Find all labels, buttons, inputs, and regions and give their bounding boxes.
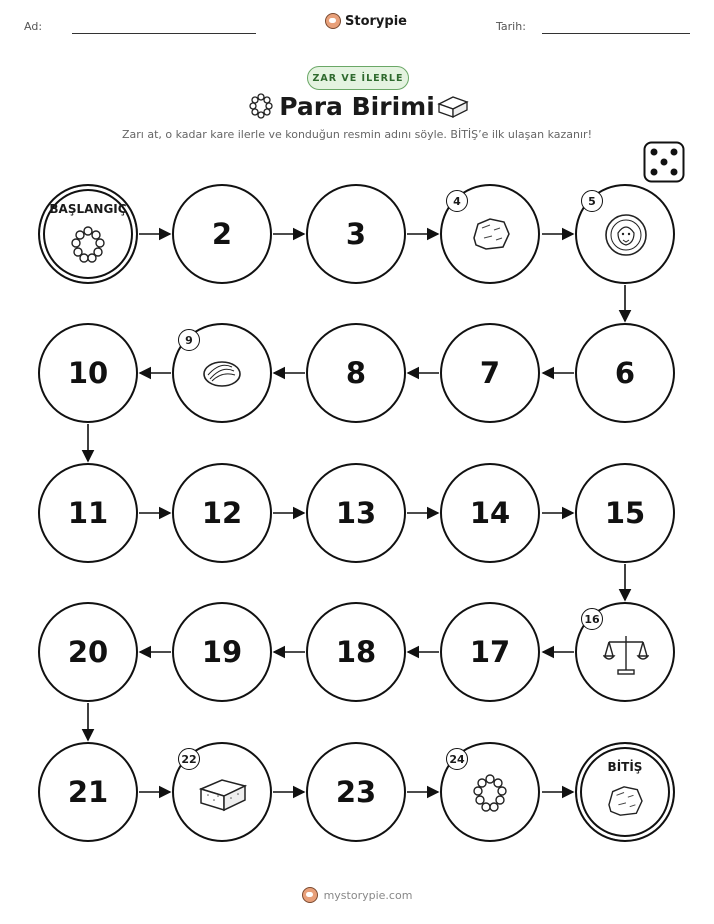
start-label: BAŞLANGIÇ — [49, 202, 127, 216]
cell-number: 14 — [469, 496, 511, 530]
gold-nugget-icon — [605, 784, 645, 822]
cell-8 — [306, 323, 406, 423]
brand-name: Storypie — [345, 13, 407, 29]
instructions: Zarı at, o kadar kare ilerle ve konduğun resmin adını söyle. BİTİŞ’e ilk ulaşan kazanır! — [122, 128, 592, 141]
footer — [0, 887, 714, 903]
cell-15 — [575, 463, 675, 563]
cell-number: 23 — [335, 775, 377, 809]
mascot-icon — [302, 887, 318, 903]
footer-url[interactable]: mystorypie.com — [323, 888, 413, 902]
shell-icon — [202, 359, 242, 393]
date-label: Tarih: — [496, 20, 526, 33]
cell-number: 15 — [604, 496, 646, 530]
cell-finish — [575, 742, 675, 842]
cell-number: 17 — [469, 635, 511, 669]
cell-number: 3 — [345, 217, 367, 251]
game-type-badge: ZAR VE İLERLE — [307, 66, 409, 90]
cell-9 — [172, 323, 272, 423]
cell-4 — [440, 184, 540, 284]
cell-6 — [575, 323, 675, 423]
cell-19 — [172, 602, 272, 702]
cell-number-badge: 24 — [446, 748, 468, 770]
cell-number-badge: 16 — [581, 608, 603, 630]
cell-11 — [38, 463, 138, 563]
cell-number: 6 — [614, 356, 636, 390]
cell-number-badge: 22 — [178, 748, 200, 770]
cell-number: 21 — [67, 775, 109, 809]
cell-3 — [306, 184, 406, 284]
cell-number: 20 — [67, 635, 109, 669]
cell-2 — [172, 184, 272, 284]
salt-block-icon — [198, 774, 248, 818]
cell-24 — [440, 742, 540, 842]
name-label: Ad: — [24, 20, 43, 33]
cell-number-badge: 5 — [581, 190, 603, 212]
cell-number: 18 — [335, 635, 377, 669]
cell-16 — [575, 602, 675, 702]
bead-necklace-icon — [70, 226, 106, 268]
cell-start — [38, 184, 138, 284]
finish-label: BİTİŞ — [607, 760, 643, 774]
cell-number: 12 — [201, 496, 243, 530]
cell-21 — [38, 742, 138, 842]
lion-coin-icon — [604, 213, 648, 261]
cell-5 — [575, 184, 675, 284]
cell-7 — [440, 323, 540, 423]
gold-nugget-icon — [470, 216, 512, 256]
cell-18 — [306, 602, 406, 702]
cell-13 — [306, 463, 406, 563]
cell-number: 8 — [345, 356, 367, 390]
cell-number: 7 — [479, 356, 501, 390]
page-title: Para Birimi — [279, 92, 435, 121]
cell-12 — [172, 463, 272, 563]
cell-22 — [172, 742, 272, 842]
cell-10 — [38, 323, 138, 423]
cell-number-badge: 9 — [178, 329, 200, 351]
cell-number: 11 — [67, 496, 109, 530]
cell-20 — [38, 602, 138, 702]
cell-23 — [306, 742, 406, 842]
cell-14 — [440, 463, 540, 563]
cell-17 — [440, 602, 540, 702]
cell-number: 19 — [201, 635, 243, 669]
balance-scale-icon — [603, 632, 649, 680]
bead-necklace-icon — [472, 774, 508, 818]
cell-number-badge: 4 — [446, 190, 468, 212]
cell-number: 13 — [335, 496, 377, 530]
cell-number: 2 — [211, 217, 233, 251]
cell-number: 10 — [67, 356, 109, 390]
